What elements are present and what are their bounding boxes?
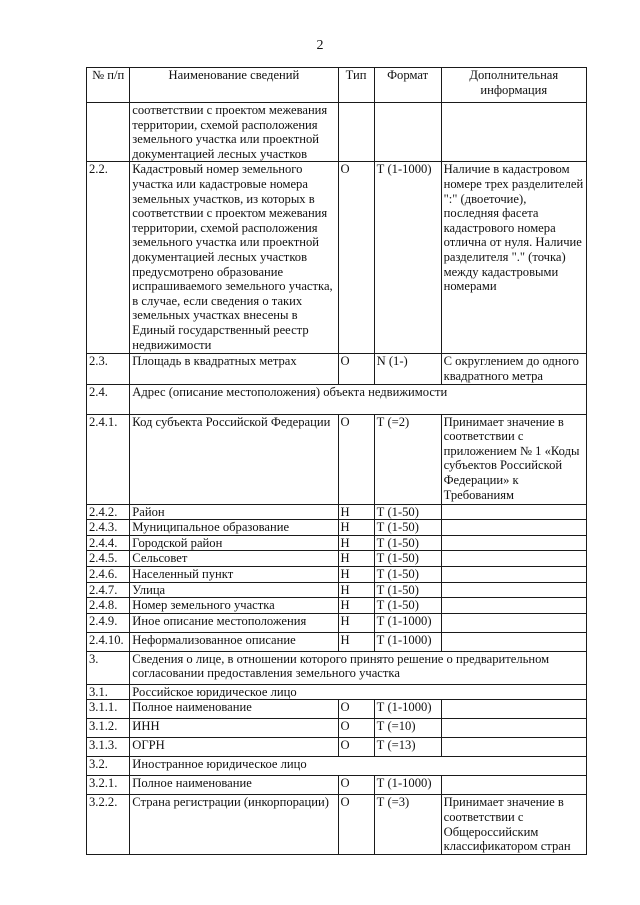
row-type: Н [338, 632, 374, 651]
row-type: Н [338, 566, 374, 582]
row-section-title: Сведения о лице, в отношении которого принято решение о предварительном согласовании предоставления земельного участка [130, 651, 587, 684]
requirements-table [86, 67, 587, 855]
table-row [87, 795, 587, 854]
row-num: 2.4.7. [87, 582, 130, 598]
row-info [441, 535, 586, 551]
row-num: 3.2. [87, 757, 130, 776]
row-name: Кадастровый номер земельного участка или кадастровые номера земельных участков, из которых в соответствии с проектом межевания территории, схемой расположения земельного участка или проектной документацией лесных участков предусмотрено образование испрашиваемого земельного участка, в случае, если сведения о таких земельных участках внесены в Единый государственный реестр недвижимости [130, 162, 338, 354]
table-row [87, 103, 587, 162]
row-format: Т (=13) [374, 738, 441, 757]
table-row [87, 566, 587, 582]
header-num: № п/п [87, 68, 130, 103]
row-format: Т (1-1000) [374, 700, 441, 719]
row-info: Принимает значение в соответствии с приложением № 1 «Коды субъектов Российской Федерации» к Требованиям [441, 414, 586, 504]
table-row [87, 582, 587, 598]
row-type: Н [338, 582, 374, 598]
row-info [441, 566, 586, 582]
row-name: Улица [130, 582, 338, 598]
row-num: 3.1.2. [87, 719, 130, 738]
table-row [87, 598, 587, 614]
row-format: N (1-) [374, 354, 441, 384]
table-row [87, 700, 587, 719]
row-type: О [338, 795, 374, 854]
row-info: Принимает значение в соответствии с Общероссийским классификатором стран [441, 795, 586, 854]
row-format: Т (=10) [374, 719, 441, 738]
table-row [87, 613, 587, 632]
row-name: Муниципальное образование [130, 520, 338, 536]
table-body [87, 103, 587, 855]
row-format: Т (1-50) [374, 551, 441, 567]
table-row [87, 684, 587, 700]
row-num: 2.4.5. [87, 551, 130, 567]
row-info [441, 632, 586, 651]
table-row [87, 535, 587, 551]
row-num: 2.4.4. [87, 535, 130, 551]
row-num: 3.1.3. [87, 738, 130, 757]
row-format: Т (=2) [374, 414, 441, 504]
row-num: 3.1.1. [87, 700, 130, 719]
row-name: Сельсовет [130, 551, 338, 567]
row-num: 2.4.3. [87, 520, 130, 536]
row-name: соответствии с проектом межевания территории, схемой расположения земельного участка или проектной документацией лесных участков [130, 103, 338, 162]
row-name: Код субъекта Российской Федерации [130, 414, 338, 504]
row-num [87, 103, 130, 162]
row-type: О [338, 162, 374, 354]
table-row [87, 651, 587, 684]
row-type: Н [338, 520, 374, 536]
table-row [87, 719, 587, 738]
row-type: Н [338, 535, 374, 551]
row-name: Полное наименование [130, 700, 338, 719]
row-type [338, 103, 374, 162]
row-num: 2.4. [87, 384, 130, 414]
row-info [441, 582, 586, 598]
row-name: Номер земельного участка [130, 598, 338, 614]
row-info [441, 776, 586, 795]
table-row [87, 738, 587, 757]
row-name: ИНН [130, 719, 338, 738]
table-row [87, 384, 587, 414]
row-format: Т (1-1000) [374, 632, 441, 651]
row-info: С округлением до одного квадратного метра [441, 354, 586, 384]
row-info [441, 598, 586, 614]
row-num: 2.4.2. [87, 504, 130, 520]
row-name: Иное описание местоположения [130, 613, 338, 632]
row-info [441, 504, 586, 520]
page-number: 2 [316, 38, 324, 53]
row-num: 3. [87, 651, 130, 684]
row-num: 2.4.9. [87, 613, 130, 632]
row-num: 2.3. [87, 354, 130, 384]
row-name: ОГРН [130, 738, 338, 757]
row-format: Т (1-50) [374, 566, 441, 582]
row-name: Городской район [130, 535, 338, 551]
header-type: Тип [338, 68, 374, 103]
row-name: Страна регистрации (инкорпорации) [130, 795, 338, 854]
header-info: Дополнительная информация [441, 68, 586, 103]
row-format: Т (1-1000) [374, 613, 441, 632]
row-info [441, 738, 586, 757]
table-row [87, 414, 587, 504]
table-row [87, 776, 587, 795]
row-section-title: Иностранное юридическое лицо [130, 757, 587, 776]
row-section-title: Российское юридическое лицо [130, 684, 587, 700]
row-name: Неформализованное описание [130, 632, 338, 651]
row-name: Населенный пункт [130, 566, 338, 582]
row-type: О [338, 354, 374, 384]
row-name: Район [130, 504, 338, 520]
row-info [441, 551, 586, 567]
row-info [441, 613, 586, 632]
row-format: Т (1-50) [374, 520, 441, 536]
row-name: Площадь в квадратных метрах [130, 354, 338, 384]
row-format: Т (1-50) [374, 504, 441, 520]
row-format: Т (1-1000) [374, 776, 441, 795]
row-num: 3.1. [87, 684, 130, 700]
row-info: Наличие в кадастровом номере трех разделителей ":" (двоеточие), последняя фасета кадастрового номера отлична от нуля. Наличие разделителя "." (точка) между кадастровыми номерами [441, 162, 586, 354]
row-info [441, 103, 586, 162]
row-info [441, 700, 586, 719]
table-header-row [87, 68, 587, 103]
row-num: 2.2. [87, 162, 130, 354]
table-row [87, 504, 587, 520]
row-format: Т (1-50) [374, 598, 441, 614]
row-type: Н [338, 504, 374, 520]
header-name: Наименование сведений [130, 68, 338, 103]
row-type: О [338, 700, 374, 719]
table-row [87, 354, 587, 384]
row-name: Полное наименование [130, 776, 338, 795]
row-section-title: Адрес (описание местоположения) объекта недвижимости [130, 384, 587, 414]
table-row [87, 162, 587, 354]
header-format: Формат [374, 68, 441, 103]
row-format: Т (1-1000) [374, 162, 441, 354]
row-format [374, 103, 441, 162]
row-format: Т (1-50) [374, 535, 441, 551]
row-type: Н [338, 613, 374, 632]
row-type: О [338, 738, 374, 757]
row-format: Т (1-50) [374, 582, 441, 598]
table-row [87, 632, 587, 651]
row-num: 2.4.8. [87, 598, 130, 614]
row-info [441, 719, 586, 738]
row-num: 2.4.6. [87, 566, 130, 582]
row-num: 3.2.2. [87, 795, 130, 854]
row-type: О [338, 719, 374, 738]
row-type: Н [338, 598, 374, 614]
row-num: 3.2.1. [87, 776, 130, 795]
row-type: Н [338, 551, 374, 567]
table-row [87, 520, 587, 536]
row-num: 2.4.10. [87, 632, 130, 651]
row-type: О [338, 414, 374, 504]
row-format: Т (=3) [374, 795, 441, 854]
row-num: 2.4.1. [87, 414, 130, 504]
table-row [87, 757, 587, 776]
row-type: О [338, 776, 374, 795]
table-row [87, 551, 587, 567]
row-info [441, 520, 586, 536]
